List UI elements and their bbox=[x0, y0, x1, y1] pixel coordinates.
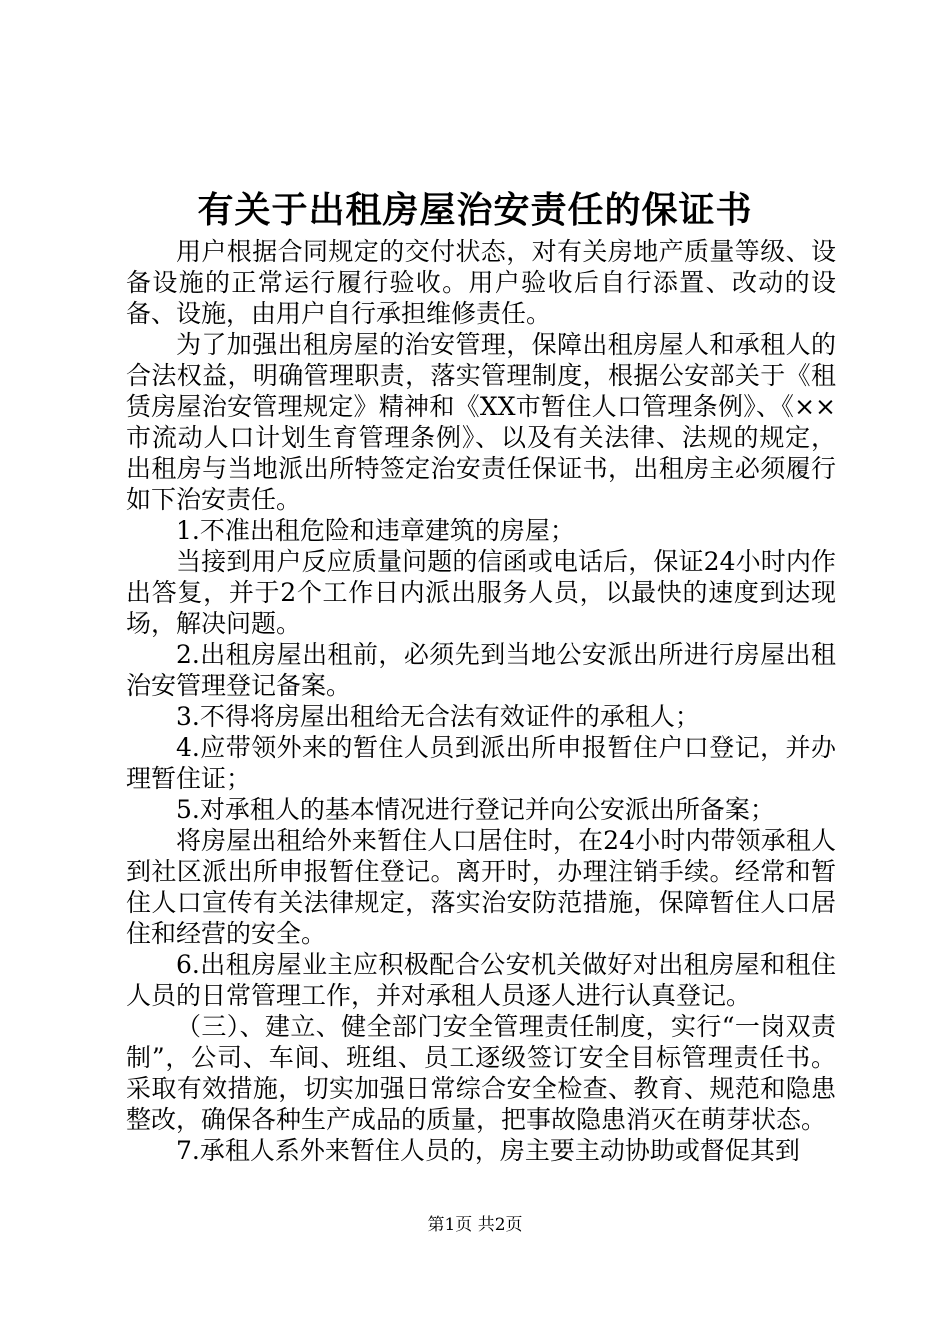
paragraph: 3.不得将房屋出租给无合法有效证件的承租人； bbox=[176, 702, 700, 731]
document-body bbox=[126, 236, 836, 1166]
paragraph: 4.应带领外来的暂住人员到派出所申报暂住户口登记，并办理暂住证； bbox=[126, 733, 836, 793]
paragraph: 用户根据合同规定的交付状态，对有关房地产质量等级、设备设施的正常运行履行验收。用户验收后自行添置、改动的设备、设施，由用户自行承担维修责任。 bbox=[126, 237, 836, 328]
paragraph: 2.出租房屋出租前，必须先到当地公安派出所进行房屋出租治安管理登记备案。 bbox=[126, 640, 836, 700]
paragraph: 当接到用户反应质量问题的信函或电话后，保证24小时内作出答复，并于2个工作日内派出服务人员，以最快的速度到达现场，解决问题。 bbox=[126, 547, 836, 638]
paragraph: 1.不准出租危险和违章建筑的房屋； bbox=[176, 516, 575, 545]
page-footer: 第1页 共2页 bbox=[427, 1215, 523, 1235]
paragraph: 将房屋出租给外来暂住人口居住时，在24小时内带领承租人到社区派出所申报暂住登记。离开时，办理注销手续。经常和暂住人口宣传有关法律规定，落实治安防范措施，保障暂住人口居住和经营的安全。 bbox=[126, 826, 836, 948]
paragraph: 6.出租房屋业主应积极配合公安机关做好对出租房屋和租住人员的日常管理工作，并对承租人员逐人进行认真登记。 bbox=[126, 950, 836, 1010]
paragraph: 7.承租人系外来暂住人员的，房主要主动协助或督促其到 bbox=[176, 1136, 800, 1165]
paragraph: 为了加强出租房屋的治安管理，保障出租房屋人和承租人的合法权益，明确管理职责，落实管理制度，根据公安部关于《租赁房屋治安管理规定》精神和《XX市暂住人口管理条例》、《××市流动人口计划生育管理条例》、以及有关法律、法规的规定，出租房与当地派出所特签定治安责任保证书，出租房主必须履行如下治安责任。 bbox=[126, 330, 836, 514]
paragraph: （三）、建立、健全部门安全管理责任制度，实行“一岗双责制”，公司、车间、班组、员工逐级签订安全目标管理责任书。采取有效措施，切实加强日常综合安全检查、教育、规范和隐患整改，确保各种生产成品的质量，把事故隐患消灭在萌芽状态。 bbox=[126, 1012, 836, 1134]
document-title: 有关于出租房屋治安责任的保证书 bbox=[197, 189, 753, 231]
paragraph: 5.对承租人的基本情况进行登记并向公安派出所备案； bbox=[176, 795, 775, 824]
